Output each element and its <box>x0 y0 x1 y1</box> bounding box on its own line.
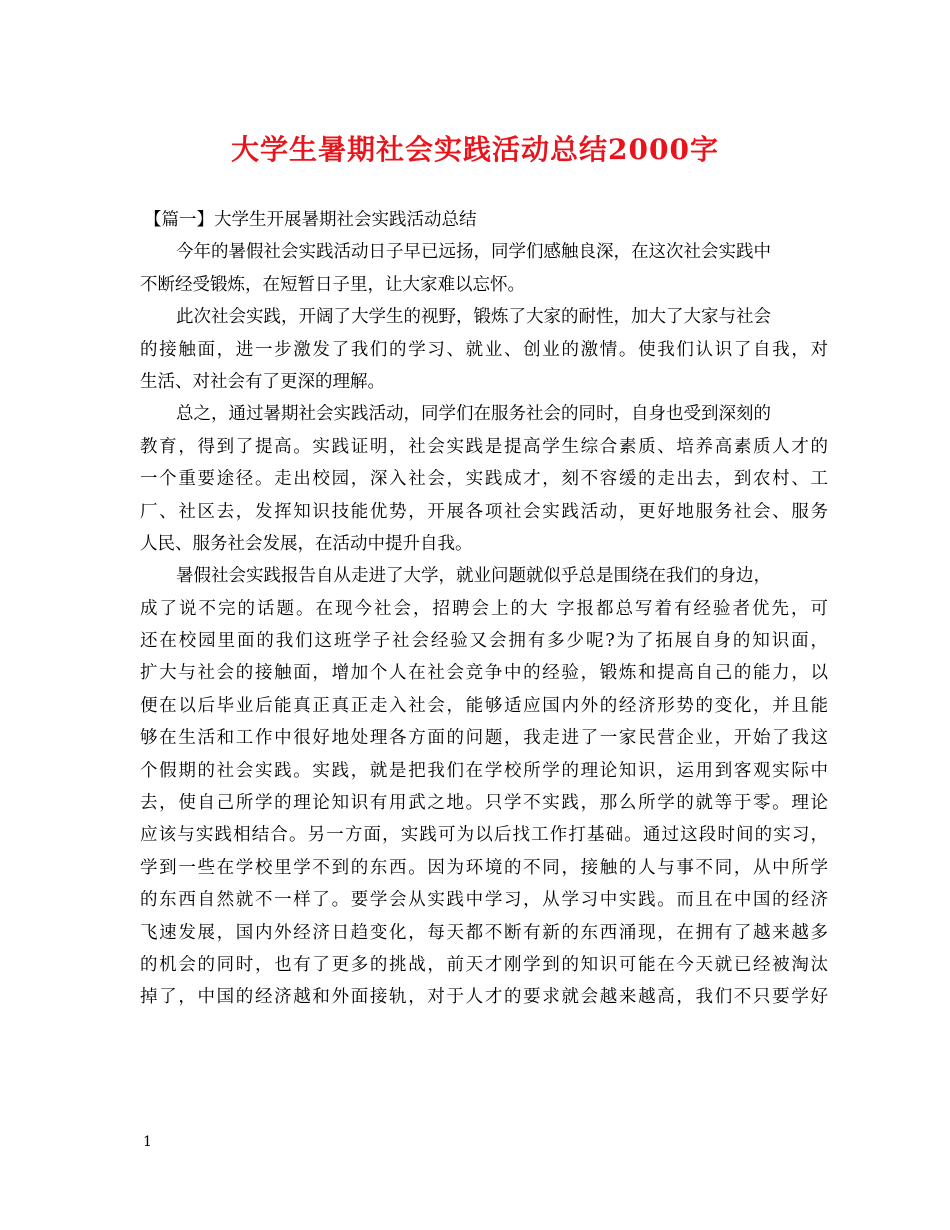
text-line: 便在以后毕业后能真正真正走入社会，能够适应国内外的经济形势的变化，并且能 <box>140 695 828 716</box>
text-line: 今年的暑假社会实践活动日子早已远扬，同学们感触良深，在这次社会实践中 <box>176 242 771 263</box>
text-line: 应该与实践相结合。另一方面，实践可为以后找工作打基础。通过这段时间的实习， <box>140 825 828 846</box>
text-line: 掉了，中国的经济越和外面接轨，对于人才的要求就会越来越高，我们不只要学好 <box>140 987 828 1008</box>
text-line: 人民、服务社会发展，在活动中提升自我。 <box>140 533 473 554</box>
text-line: 个假期的社会实践。实践，就是把我们在学校所学的理论知识，运用到客观实际中 <box>140 760 828 781</box>
text-line: 的机会的同时，也有了更多的挑战，前天才刚学到的知识可能在今天就已经被淘汰 <box>140 954 828 975</box>
text-line: 教育，得到了提高。实践证明，社会实践是提高学生综合素质、培养高素质人才的 <box>140 436 828 457</box>
text-line: 够在生活和工作中很好地处理各方面的问题，我走进了一家民营企业，开始了我这 <box>140 728 828 749</box>
text-line: 生活、对社会有了更深的理解。 <box>140 371 385 392</box>
text-line: 成了说不完的话题。在现今社会，招聘会上的大 字报都总写着有经验者优先，可 <box>140 598 828 619</box>
text-line: 不断经受锻炼，在短暂日子里，让大家难以忘怀。 <box>140 274 525 295</box>
text-line: 扩大与社会的接触面，增加个人在社会竞争中的经验，锻炼和提高自己的能力，以 <box>140 663 828 684</box>
text-line: 的东西自然就不一样了。要学会从实践中学习，从学习中实践。而且在中国的经济 <box>140 890 828 911</box>
text-line: 去，使自己所学的理论知识有用武之地。只学不实践，那么所学的就等于零。理论 <box>140 793 828 814</box>
text-line: 还在校园里面的我们这班学子社会经验又会拥有多少呢?为了拓展自身的知识面， <box>140 631 828 652</box>
text-line: 【篇一】大学生开展暑期社会实践活动总结 <box>144 210 477 230</box>
text-line: 的接触面，进一步激发了我们的学习、就业、创业的激情。使我们认识了自我，对 <box>140 339 828 360</box>
text-line: 学到一些在学校里学不到的东西。因为环境的不同，接触的人与事不同，从中所学 <box>140 857 828 878</box>
document-body <box>140 204 828 1014</box>
text-line: 总之，通过暑期社会实践活动，同学们在服务社会的同时，自身也受到深刻的 <box>176 404 771 425</box>
text-line: 飞速发展，国内外经济日趋变化，每天都不断有新的东西涌现，在拥有了越来越多 <box>140 922 828 943</box>
text-line: 厂、社区去，发挥知识技能优势，开展各项社会实践活动，更好地服务社会、服务 <box>140 501 828 522</box>
text-line: 此次社会实践，开阔了大学生的视野，锻炼了大家的耐性，加大了大家与社会 <box>176 307 771 328</box>
text-line: 暑假社会实践报告自从走进了大学，就业问题就似乎总是围绕在我们的身边， <box>176 566 771 587</box>
page-number: 1 <box>143 1134 152 1150</box>
document-title: 大学生暑期社会实践活动总结2000字 <box>231 133 719 166</box>
text-line: 一个重要途径。走出校园，深入社会，实践成才，刻不容缓的走出去，到农村、工 <box>140 469 828 490</box>
